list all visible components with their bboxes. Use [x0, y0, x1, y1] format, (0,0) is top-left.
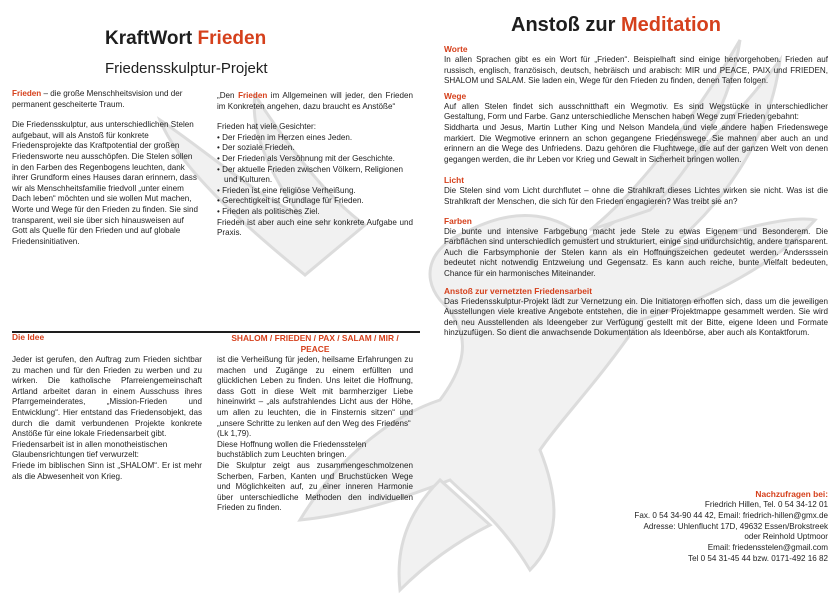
- left-title-part1: KraftWort: [105, 28, 193, 49]
- idee-block: [12, 332, 202, 482]
- shalom-p2: Diese Hoffnung wollen die Friedensstelen buchstäblich zum Leuchten bringen.: [217, 439, 367, 460]
- section-licht: [444, 175, 828, 207]
- section-worte: [444, 44, 828, 87]
- intro-lead: [12, 89, 200, 110]
- section-heading: Anstoß zur vernetzten Friedensarbeit: [444, 285, 592, 296]
- shalom-block: [217, 333, 413, 514]
- faces-item: • Frieden als politisches Ziel.: [217, 207, 413, 218]
- quote-highlight: Frieden: [238, 91, 268, 100]
- meditation-sections: [444, 44, 828, 339]
- quote-text: „Den Frieden im Allgemeinen will jeder, den Frieden im Konkreten angehen, dazu braucht es Anstöße“: [217, 91, 413, 111]
- section-paragraph: Auf allen Stelen findet sich ausschnitthaft ein Wegmotiv. Es sind Wegstücke in unterschiedlicher Gestaltung, Form und Farbe. Ganz unterschiedliche Menschen haben Wege zum Frieden gebahnt:: [444, 101, 828, 122]
- idee-p2: Friedensarbeit ist in allen monotheistischen Glaubensrichtungen tief verwurzelt:: [12, 439, 168, 460]
- section-paragraph: Die bunte und intensive Farbgebung macht jede Stele zu etwas Eigenem und Besonderem. Die Farbflächen sind unterschiedlich gemustert und strukturiert, einige sind undurchsichtig, andere transparent. Auch die Farbsymphonie der Stelen kann als ein Hoffnungszeichen gedeutet werden. Andersssein bedeutet nicht notwendig Entzweiung und Gegensatz. Es kann auch reiche, bunte Vielfalt bedeuten, Chance für ein harmonisches Miteinander.: [444, 226, 828, 278]
- contact-line: Friedrich Hillen, Tel. 0 54 34-12 01: [704, 500, 828, 509]
- left-subtitle: Friedensskulptur-Projekt: [105, 60, 268, 77]
- faces-outro: Frieden ist aber auch eine sehr konkrete Aufgabe und Praxis.: [217, 217, 413, 238]
- shalom-p3: Die Skulptur zeigt aus zusammengeschmolzenen Scherben, Farben, Kanten und Bruchstücken Wege und Möglichkeiten auf, zu einer inneren Harmonie über unterschiedliche Methoden den individuellen Frieden zu finden.: [217, 460, 413, 513]
- intro-body: Die Friedensskulptur, aus unterschiedlichen Stelen aufgebaut, will als Anstoß für konkrete Friedensprojekte das Kraftpotential der großen Friedensworte neu ausschöpfen. Die Stelen sollen in den Farben des Regenbogens leuchten, dank ihrer Grundform eines Hauses daran erinnern, dass wir als Menschheitsfamilie friedvoll „unter einem Dach leben“ möchten und sie wollen Mut machen, Worte und Wege für den Frieden zu finden. Sie sind transparent, weil sie über sich hinausweisen auf Gott als Quelle für den Frieden und auf globale Friedensinitiativen.: [12, 120, 198, 246]
- shalom-ref: (Lk 1,79).: [217, 429, 252, 439]
- faces-item: • Der Frieden im Herzen eines Jeden.: [217, 133, 413, 144]
- contact-heading: Nachzufragen bei:: [755, 489, 828, 499]
- shalom-p1: ist die Verheißung für jeden, heilsame Erfahrungen zu machen und Zugänge zu einem erfüllten und glücklichen Leben zu finden. Uns leitet die Hoffnung, dass Gott in diese Welt mit barmherziger Liebe hineinwirkt – „als aufstrahlendes Licht aus der Höhe, um allen zu leuchten, die in Finsternis sitzen“ und „unsere Schritte zu lenken auf den Weg des Friedens“: [217, 355, 413, 428]
- section-heading: Wege: [444, 90, 467, 101]
- section-heading: Licht: [444, 175, 465, 186]
- section-vernetzung: [444, 286, 828, 339]
- section-heading: Worte: [444, 44, 468, 54]
- right-title-part1: Anstoß zur: [511, 14, 616, 36]
- idee-p3: Friede im biblischen Sinn ist „SHALOM“. Er ist mehr als die Abwesenheit von Krieg.: [12, 460, 202, 481]
- intro-block: [12, 89, 200, 247]
- contact-line: Adresse: Uhlenflucht 17D, 49632 Essen/Brokstreek: [643, 521, 828, 531]
- faces-item: • Der Frieden als Versöhnung mit der Geschichte.: [217, 154, 413, 165]
- section-paragraph: In allen Sprachen gibt es ein Wort für „Frieden“. Beispielhaft sind einige hervorgehoben. Frieden auf russisch, englisch, französisch, deutsch, hebräisch und arabisch: MIR und PEACE, PAIX und FRIEDEN, SHALOM und SALAM. Sie laden ein, Wege für den Frieden zu finden, denen Taten folgen.: [444, 55, 828, 86]
- contact-line: Email: friedensstelen@gmail.com: [707, 543, 828, 553]
- idee-heading: Die Idee: [12, 332, 45, 342]
- right-title-part2: Meditation: [621, 14, 721, 36]
- faces-item: • Der aktuelle Frieden zwischen Völkern, Religionen und Kulturen.: [217, 165, 413, 186]
- contact-line: Tel 0 54 31-45 44 bzw. 0171-492 16 82: [688, 553, 828, 563]
- right-title: [511, 13, 721, 37]
- section-paragraph: Die Stelen sind vom Licht durchflutet – ohne die Strahlkraft dieses Lichtes wirken sie nicht. Was ist die Strahlkraft der Menschen, die sich für den Frieden engagieren? Was treibt sie an?: [444, 186, 828, 206]
- faces-item: • Gerechtigkeit ist Grundlage für Frieden.: [217, 196, 413, 207]
- faces-item: • Frieden ist eine religiöse Verheißung.: [217, 186, 413, 197]
- left-title-part2: Frieden: [197, 28, 267, 49]
- shalom-heading: SHALOM / FRIEDEN / PAX / SALAM / MIR / PEACE: [231, 333, 399, 354]
- contact-line: Fax. 0 54 34-90 44 42, Email: friedrich-hillen@gmx.de: [634, 510, 828, 520]
- faces-item: • Der soziale Frieden.: [217, 143, 413, 154]
- idee-p1: Jeder ist gerufen, den Auftrag zum Frieden sichtbar zu machen und für den Frieden zu werben und zu wirken. Die katholische Pfarreiengemeinschaft Artland arbeitet daran in einem Ausschuss ihres Pfarrgemeinderates, „Mission-Frieden und Entwicklung“. Hier entstand das Friedensobjekt, das durch die damit verbundenen Projekte konkrete Anstöße für eine lokale Friedensarbeit gibt.: [12, 355, 202, 439]
- contact-line: oder Reinhold Uptmoor: [744, 532, 828, 542]
- section-heading: Farben: [444, 215, 472, 226]
- contact-block: [560, 489, 828, 565]
- intro-lead-rest: – die große Menschheitsvision und der permanent gescheiterte Traum.: [12, 89, 183, 109]
- intro-lead-word: Frieden: [12, 89, 42, 98]
- quote-block: [217, 91, 413, 239]
- section-paragraph: Siddharta und Jesus, Martin Luther King und Nelson Mandela und viele andere haben Friedenswege markiert. Die Wegmotive erinnern an schon gegangene Friedenswege. Sie mahnen aber auch an und erinnern an die Wege des Unfriedens. Dazu gehören die Fluchtwege, die auf der ganzen Welt von denen gegangen werden, die ihr Leben vor Krieg und Gewalt in Sicherheit bringen wollen.: [444, 122, 828, 164]
- left-title: [105, 28, 266, 50]
- faces-intro: Frieden hat viele Gesichter:: [217, 122, 316, 132]
- section-wege: [444, 91, 828, 166]
- section-farben: [444, 216, 828, 280]
- section-paragraph: Das Friedensskulptur-Projekt lädt zur Vernetzung ein. Die Initiatoren erhoffen sich, dass um die jeweiligen Ausstellungen viele kreative Angebote entstehen, die in einer Projektmappe gesammelt werden. Sie wird den neu Ausstellenden als Ideengeber zur Verfügung gestellt mit der Bitte, eigene Ideen und Formate hinzuzufügen. So dient die anwachsende Dokumentation als Ideenbörse, aber auch als Kontaktforum.: [444, 296, 828, 338]
- faces-list: [217, 133, 413, 218]
